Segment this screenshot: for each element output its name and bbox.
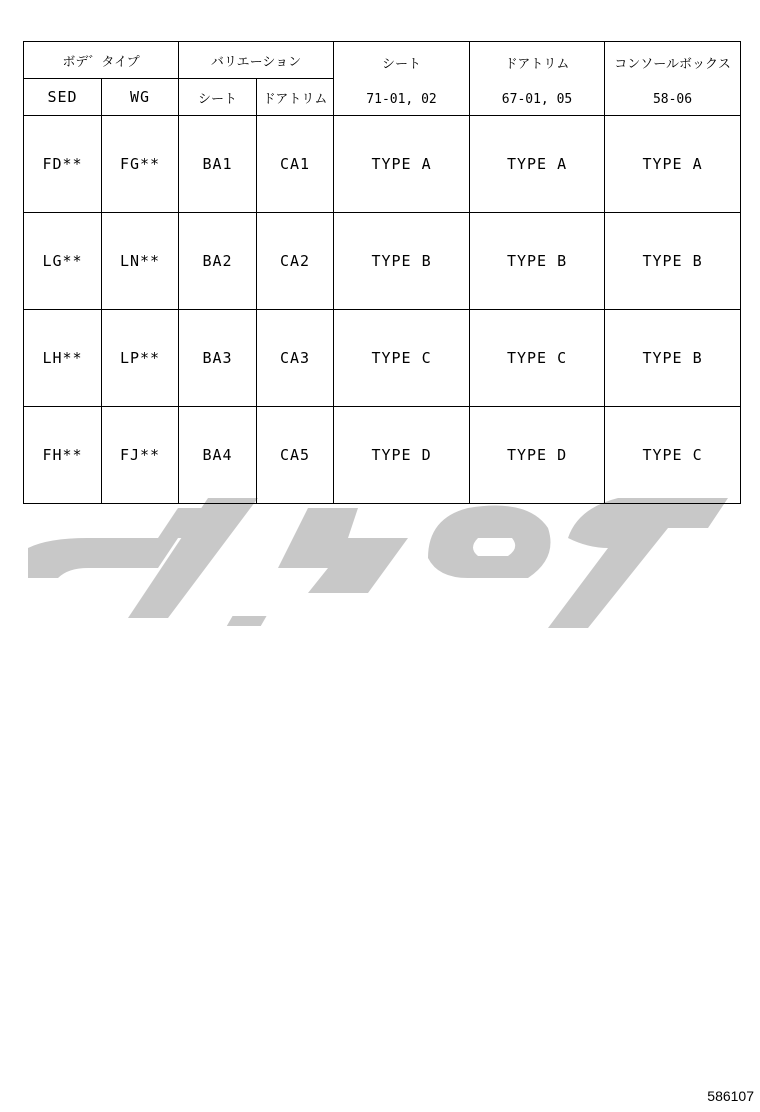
cell-trim-variation: CA3 (257, 310, 334, 407)
cell-door-trim: TYPE C (470, 310, 605, 407)
cell-seat-variation: BA3 (179, 310, 257, 407)
cell-wg: FJ** (102, 407, 179, 504)
cell-seat: TYPE D (334, 407, 470, 504)
header-door-trim (470, 42, 605, 116)
cell-sed: LH** (24, 310, 102, 407)
table-row (24, 116, 741, 213)
cell-seat-variation: BA1 (179, 116, 257, 213)
cell-sed: FD** (24, 116, 102, 213)
parts-table (23, 41, 741, 504)
cell-console-box: TYPE B (605, 213, 741, 310)
cell-wg: LP** (102, 310, 179, 407)
figure-id: 586107 (707, 1088, 754, 1104)
cell-seat-variation: BA4 (179, 407, 257, 504)
table-row (24, 407, 741, 504)
cell-door-trim: TYPE D (470, 407, 605, 504)
cell-console-box: TYPE C (605, 407, 741, 504)
cell-wg: FG** (102, 116, 179, 213)
header-seat-label: シート (382, 57, 422, 72)
header-door-trim-code: 67-01, 05 (501, 92, 573, 107)
header-seat (334, 42, 470, 116)
header-body-type: ボデ゛タイプ (24, 42, 179, 79)
cell-seat: TYPE A (334, 116, 470, 213)
table-row (24, 310, 741, 407)
header-sed: SED (24, 79, 102, 116)
cell-seat-variation: BA2 (179, 213, 257, 310)
cell-trim-variation: CA5 (257, 407, 334, 504)
cell-seat: TYPE B (334, 213, 470, 310)
cell-console-box: TYPE B (605, 310, 741, 407)
cell-door-trim: TYPE B (470, 213, 605, 310)
cell-trim-variation: CA2 (257, 213, 334, 310)
cell-console-box: TYPE A (605, 116, 741, 213)
header-seat-code: 71-01, 02 (366, 92, 437, 107)
header-console-box-label: コンソールボックス (614, 57, 731, 72)
table-row (24, 213, 741, 310)
group-header-row (24, 42, 741, 79)
cell-seat: TYPE C (334, 310, 470, 407)
cell-wg: LN** (102, 213, 179, 310)
cell-door-trim: TYPE A (470, 116, 605, 213)
header-console-box-code: 58-06 (652, 92, 693, 107)
header-variation-seat: シート (179, 79, 257, 116)
cell-sed: LG** (24, 213, 102, 310)
header-wg: WG (102, 79, 179, 116)
header-console-box (605, 42, 741, 116)
cell-trim-variation: CA1 (257, 116, 334, 213)
header-door-trim-label: ドアトリム (504, 57, 570, 72)
cell-sed: FH** (24, 407, 102, 504)
header-variation-door-trim: ドアトリム (257, 79, 334, 116)
header-variation: バリエーション (179, 42, 334, 79)
